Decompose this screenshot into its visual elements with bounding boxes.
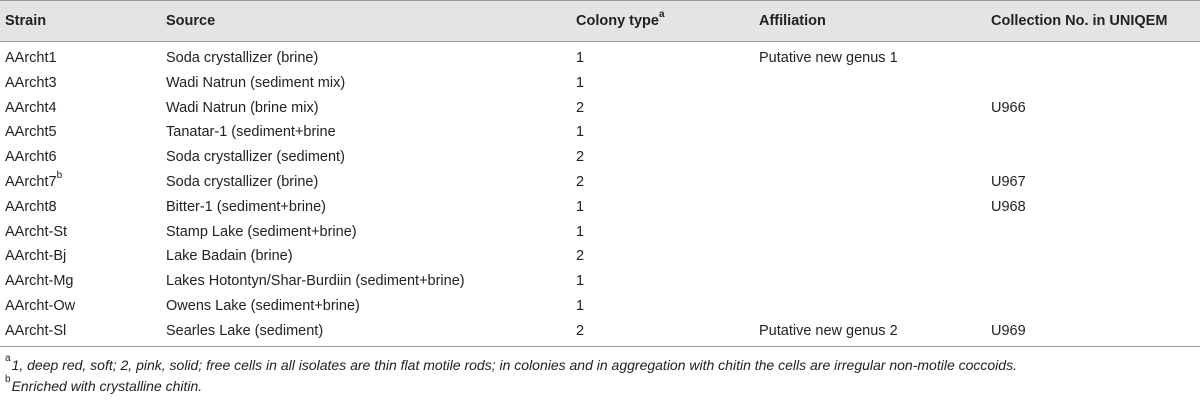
cell-source-text: Wadi Natrun (brine mix)	[166, 100, 319, 116]
cell-colony-type	[576, 297, 584, 315]
cell-source	[166, 99, 319, 117]
cell-strain-text: AArcht-Sl	[5, 323, 67, 339]
cell-source	[166, 148, 345, 166]
cell-colony-type-text: 2	[576, 174, 585, 190]
cell-source-text: Wadi Natrun (sediment mix)	[166, 75, 346, 91]
cell-strain	[5, 123, 57, 141]
cell-collection-text: U969	[991, 323, 1026, 339]
cell-strain	[5, 322, 66, 340]
cell-strain-text: AArcht3	[5, 75, 57, 91]
cell-source	[166, 297, 360, 315]
cell-colony-type	[576, 198, 584, 216]
cell-source	[166, 247, 293, 265]
header-colony-type-note: a	[658, 9, 665, 20]
cell-strain-text: AArcht-Mg	[5, 273, 74, 289]
cell-colony-type-text: 1	[576, 199, 585, 215]
cell-colony-type	[576, 272, 584, 290]
cell-source-text: Lakes Hotontyn/Shar-Burdiin (sediment+brine)	[166, 273, 465, 289]
cell-colony-type-text: 2	[576, 149, 585, 165]
cell-collection-text: U967	[991, 174, 1026, 190]
cell-source-text: Soda crystallizer (sediment)	[166, 149, 345, 165]
cell-collection	[991, 99, 1026, 117]
cell-strain	[5, 49, 57, 67]
cell-source	[166, 49, 318, 67]
cell-strain-text: AArcht8	[5, 199, 57, 215]
cell-collection-text: U968	[991, 199, 1026, 215]
cell-colony-type	[576, 99, 584, 117]
cell-colony-type	[576, 322, 584, 340]
cell-source-text: Stamp Lake (sediment+brine)	[166, 224, 357, 240]
cell-strain-text: AArcht6	[5, 149, 57, 165]
footnote-a-mark: a	[5, 353, 11, 364]
cell-affiliation-text: Putative new genus 2	[759, 323, 898, 339]
cell-source-text: Soda crystallizer (brine)	[166, 50, 319, 66]
cell-affiliation-text: Putative new genus 1	[759, 50, 898, 66]
cell-source-text: Tanatar-1 (sediment+brine	[166, 124, 336, 140]
cell-colony-type	[576, 173, 584, 191]
cell-strain-text: AArcht-Bj	[5, 248, 67, 264]
cell-colony-type-text: 1	[576, 75, 585, 91]
cell-affiliation	[759, 49, 898, 67]
cell-colony-type	[576, 74, 584, 92]
cell-affiliation	[759, 322, 898, 340]
cell-source-text: Searles Lake (sediment)	[166, 323, 324, 339]
cell-source	[166, 198, 326, 216]
cell-strain	[5, 148, 57, 166]
cell-source	[166, 322, 323, 340]
cell-colony-type-text: 1	[576, 50, 585, 66]
cell-source	[166, 223, 357, 241]
cell-strain	[5, 223, 67, 241]
footnote-a	[5, 353, 1017, 374]
cell-strain	[5, 247, 66, 265]
cell-source-text: Bitter-1 (sediment+brine)	[166, 199, 326, 215]
cell-strain-text: AArcht4	[5, 100, 57, 116]
cell-strain-text: AArcht-Ow	[5, 298, 76, 314]
cell-source	[166, 173, 318, 191]
cell-source-text: Soda crystallizer (brine)	[166, 174, 319, 190]
cell-strain	[5, 99, 57, 117]
header-colony-type-label: Colony type	[576, 13, 659, 29]
cell-colony-type-text: 2	[576, 323, 585, 339]
cell-colony-type-text: 2	[576, 248, 585, 264]
cell-strain	[5, 297, 75, 315]
cell-collection	[991, 173, 1026, 191]
cell-colony-type	[576, 123, 584, 141]
footnote-b-text: Enriched with crystalline chitin.	[11, 378, 203, 394]
cell-source-text: Owens Lake (sediment+brine)	[166, 298, 360, 314]
footnote-b-mark: b	[5, 374, 11, 385]
cell-strain	[5, 74, 57, 92]
cell-strain-text: AArcht7	[5, 174, 57, 190]
cell-colony-type	[576, 223, 584, 241]
cell-collection	[991, 198, 1026, 216]
table-bottom-rule	[0, 346, 1200, 347]
cell-strain	[5, 272, 74, 290]
header-colony-type	[576, 9, 665, 30]
strain-footnote-mark: b	[56, 170, 63, 181]
cell-colony-type	[576, 49, 584, 67]
cell-strain	[5, 198, 57, 216]
footnote-a-text: 1, deep red, soft; 2, pink, solid; free cells in all isolates are thin flat motile rods; in colonies and in aggregation with chitin the cells are irregular non-motile coccoids.	[11, 357, 1017, 373]
header-source: Source	[166, 13, 216, 29]
header-affiliation: Affiliation	[759, 13, 826, 29]
cell-collection-text: U966	[991, 100, 1026, 116]
cell-colony-type-text: 1	[576, 273, 585, 289]
footnote-b	[5, 374, 203, 395]
cell-collection	[991, 322, 1026, 340]
cell-strain-text: AArcht5	[5, 124, 57, 140]
cell-colony-type-text: 1	[576, 298, 585, 314]
cell-strain-text: AArcht-St	[5, 224, 68, 240]
cell-source	[166, 272, 465, 290]
cell-strain	[5, 170, 63, 191]
cell-colony-type	[576, 247, 584, 265]
cell-source-text: Lake Badain (brine)	[166, 248, 293, 264]
cell-source	[166, 74, 345, 92]
header-collection: Collection No. in UNIQEM	[991, 13, 1168, 29]
cell-colony-type-text: 1	[576, 224, 585, 240]
cell-colony-type-text: 1	[576, 124, 585, 140]
cell-colony-type-text: 2	[576, 100, 585, 116]
header-strain: Strain	[5, 13, 47, 29]
cell-strain-text: AArcht1	[5, 50, 57, 66]
cell-colony-type	[576, 148, 584, 166]
cell-source	[166, 123, 336, 141]
